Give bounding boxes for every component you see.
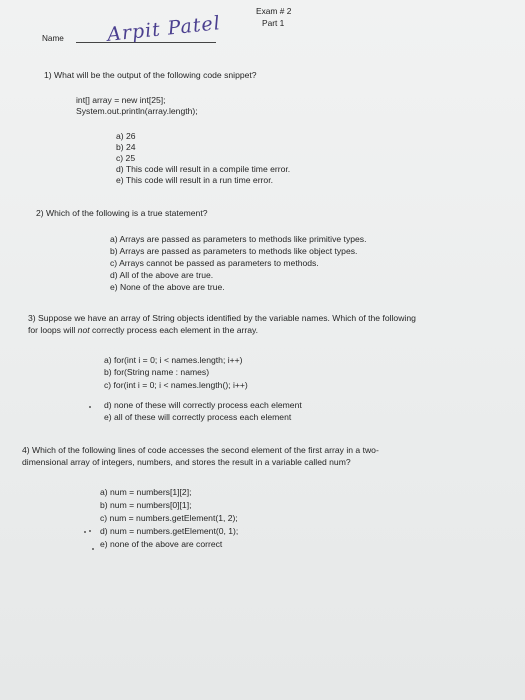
question-4-stem-line-1: 4) Which of the following lines of code accesses the second element of the first array in a two- xyxy=(22,445,379,455)
question-3-option-a: a) for(int i = 0; i < names.length; i++) xyxy=(104,355,243,365)
pencil-dot-mark xyxy=(89,406,91,408)
question-3-option-c: c) for(int i = 0; i < names.length(); i++) xyxy=(104,380,248,390)
question-1-code-line: int[] array = new int[25]; xyxy=(76,95,166,105)
pencil-dot-mark xyxy=(89,530,91,532)
question-3-option-b: b) for(String name : names) xyxy=(104,367,210,377)
handwritten-signature: Arpit Patel xyxy=(106,12,222,46)
name-label: Name xyxy=(42,34,64,43)
pencil-dot-mark xyxy=(84,531,86,533)
question-4-stem-line-2: dimensional array of integers, numbers, and stores the result in a variable called num? xyxy=(22,457,351,467)
question-3-stem-line-1: 3) Suppose we have an array of String objects identified by the variable names. Which of the following xyxy=(28,313,416,323)
question-1-stem: 1) What will be the output of the following code snippet? xyxy=(44,70,257,80)
question-1-option-a: a) 26 xyxy=(116,131,136,141)
question-1-option-c: c) 25 xyxy=(116,153,136,163)
question-2-stem: 2) Which of the following is a true statement? xyxy=(36,208,208,218)
question-4-option-e: e) none of the above are correct xyxy=(100,539,223,549)
exam-part: Part 1 xyxy=(262,18,285,28)
question-2-option-b: b) Arrays are passed as parameters to methods like object types. xyxy=(110,246,358,256)
exam-title: Exam # 2 xyxy=(256,6,292,16)
question-3-option-e: e) all of these will correctly process each element xyxy=(104,412,292,422)
question-2-option-d: d) All of the above are true. xyxy=(110,270,214,280)
question-4-option-c: c) num = numbers.getElement(1, 2); xyxy=(100,513,238,523)
question-3-stem-line-2: for loops will not correctly process each element in the array. xyxy=(28,325,259,335)
pencil-dot-mark xyxy=(92,548,94,550)
question-1-code-line: System.out.println(array.length); xyxy=(76,106,198,116)
question-1-option-e: e) This code will result in a run time error. xyxy=(116,175,273,185)
name-underline xyxy=(76,42,216,43)
question-2-option-e: e) None of the above are true. xyxy=(110,282,225,292)
question-3-option-d: d) none of these will correctly process each element xyxy=(104,400,302,410)
question-2-option-a: a) Arrays are passed as parameters to methods like primitive types. xyxy=(110,234,367,244)
question-2-option-c: c) Arrays cannot be passed as parameters to methods. xyxy=(110,258,319,268)
question-4-option-a: a) num = numbers[1][2]; xyxy=(100,487,192,497)
question-1-option-d: d) This code will result in a compile time error. xyxy=(116,164,291,174)
question-4-option-b: b) num = numbers[0][1]; xyxy=(100,500,192,510)
question-1-option-b: b) 24 xyxy=(116,142,136,152)
question-4-option-d: d) num = numbers.getElement(0, 1); xyxy=(100,526,239,536)
